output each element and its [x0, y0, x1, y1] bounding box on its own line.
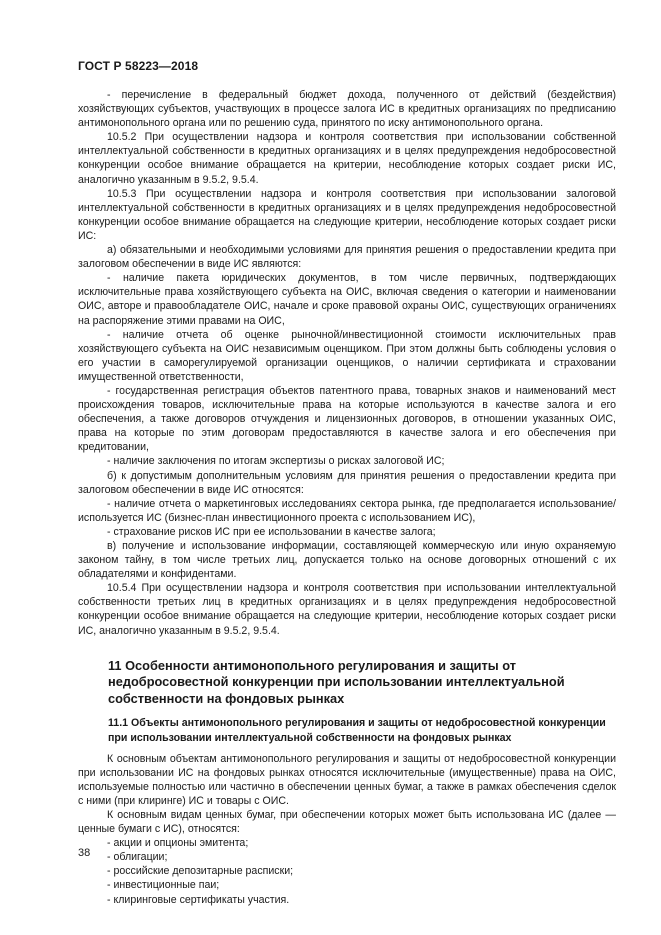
paragraph: - наличие отчета об оценке рыночной/инвестиционной стоимости исключительных прав хозяйствующего субъекта на ОИС независимым оценщиком. При этом должны быть соблюдены условия о его участии в саморегулируемой организации оценщиков, о наличии сертификата и страховании имущественной ответственности,: [78, 328, 616, 383]
paragraph: - наличие пакета юридических документов, в том числе первичных, подтверждающих исключительные права хозяйствующего субъекта на ОИС, включая сведения о категории и наименовании ОИС, авторе и правообладателе ОИС, начале и сроке правовой охраны ОИС, существующих ограничениях на распоряжение этими правами на ОИС,: [78, 272, 616, 327]
page-number: 38: [78, 847, 91, 859]
paragraph: 10.5.3 При осуществлении надзора и контроля соответствия при использовании залоговой интеллектуальной собственности в кредитных организациях и в целях предупреждения недобросовестной конкуренции особое внимание обращается на следующие критерии, несоблюдение которых создает риски ИС:: [78, 187, 616, 242]
paragraph: - наличие заключения по итогам экспертизы о рисках залоговой ИС;: [107, 455, 445, 468]
paragraph: б) к допустимым дополнительным условиям для принятия решения о предоставлении кредита при залоговом обеспечении в виде ИС относятся:: [78, 469, 616, 496]
paragraph: в) получение и использование информации, составляющей коммерческую или иную охраняемую законом тайну, в том числе третьих лиц, допускается только на основе договорных отношений с их обладателями и конфидентами.: [78, 540, 616, 581]
list-item: - клиринговые сертификаты участия.: [107, 893, 290, 906]
paragraph: - наличие отчета о маркетинговых исследованиях сектора рынка, где предполагается использование/используется ИС (бизнес-план инвестиционного проекта с использованием ИС),: [78, 497, 616, 524]
subsection-heading: 11.1 Объекты антимонопольного регулирования и защиты от недобросовестной конкуренции при использовании интеллектуальной собственности на фондовых рынках: [108, 717, 606, 744]
paragraph: - страхование рисков ИС при ее использовании в качестве залога;: [107, 525, 436, 538]
paragraph: К основным видам ценных бумаг, при обеспечении которых может быть использована ИС (далее — ценные бумаги с ИС), относятся:: [78, 809, 616, 836]
paragraph: а) обязательными и необходимыми условиями для принятия решения о предоставлении кредита при залоговом обеспечении в виде ИС являются:: [78, 244, 616, 271]
list-item: - инвестиционные паи;: [107, 879, 220, 892]
paragraph: - государственная регистрация объектов патентного права, товарных знаков и наименований мест происхождения товаров, исключительные права на которые используются в качестве залога и его обеспечения, а также договоров отчуждения и лицензионных договоров, в отношении указанных ОИС, права на которые по этим договорам предоставляются в качестве залога и его обеспечения при кредитовании,: [78, 384, 616, 454]
paragraph: К основным объектам антимонопольного регулирования и защиты от недобросовестной конкуренции при использовании ИС на фондовых рынках относятся исключительные (имущественные) права на ОИС, используемые полностью или частично в обеспечении ценных бумаг, а также в рамках обеспечения сделок с ними (при клиринге) ИС и товары с ОИС.: [78, 752, 616, 807]
paragraph: - перечисление в федеральный бюджет дохода, полученного от действий (бездействия) хозяйствующих субъектов, участвующих в процессе залога ИС в кредитных организациях по предписанию антимонопольного органа или по решению суда, принятого по иску антимонопольного органа.: [78, 89, 616, 130]
document-body: [78, 88, 616, 907]
paragraph: 10.5.4 При осуществлении надзора и контроля соответствия при использовании интеллектуальной собственности третьих лиц в кредитных организациях и в целях предупреждения недобросовестной конкуренции особое внимание обращается на следующие критерии, несоблюдение которых создает риски ИС, аналогично указанным в 9.5.2, 9.5.4.: [78, 582, 616, 637]
paragraph: 10.5.2 При осуществлении надзора и контроля соответствия при использовании собственной интеллектуальной собственности в кредитных организациях и в целях предупреждения недобросовестной конкуренции особое внимание обращается на критерии, несоблюдение которых создает риски ИС, аналогично указанным в 9.5.2, 9.5.4.: [78, 131, 616, 186]
document-header: ГОСТ Р 58223—2018: [78, 59, 199, 73]
list-item: - акции и опционы эмитента;: [107, 837, 249, 850]
section-heading: 11 Особенности антимонопольного регулирования и защиты от недобросовестной конкуренции при использовании интеллектуальной собственности на фондовых рынках: [108, 657, 565, 706]
list-item: - российские депозитарные расписки;: [107, 865, 294, 878]
list-item: - облигации;: [107, 851, 168, 864]
